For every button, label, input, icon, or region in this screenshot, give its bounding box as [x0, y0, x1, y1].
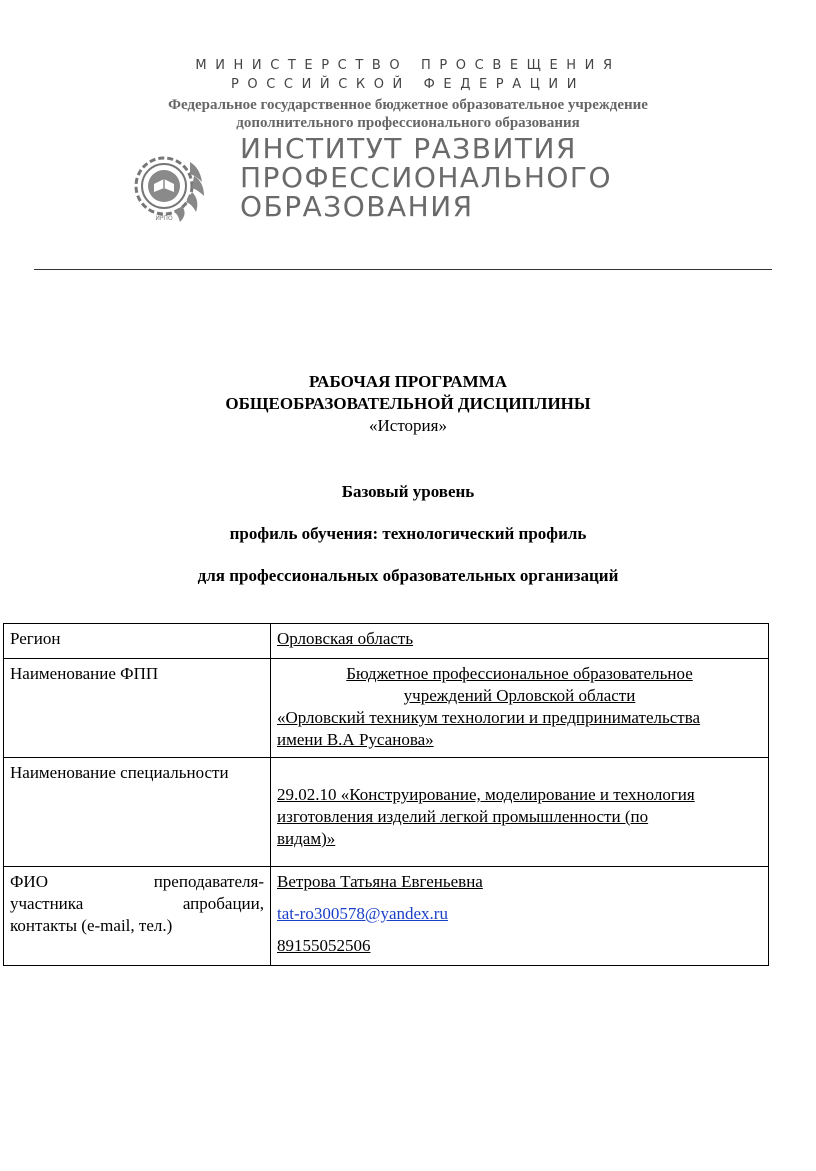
info-table — [3, 623, 769, 966]
region-value: Орловская область — [271, 624, 769, 659]
ministry-line2: РОССИЙСКОЙ ФЕДЕРАЦИИ — [230, 77, 586, 92]
title-line2: ОБЩЕОБРАЗОВАТЕЛЬНОЙ ДИСЦИПЛИНЫ — [225, 394, 591, 413]
institute-line1: ИНСТИТУТ РАЗВИТИЯ — [240, 132, 577, 165]
logo-text: ИРПО — [155, 215, 173, 222]
table-row — [4, 758, 769, 867]
institute-name — [240, 134, 612, 221]
title-line3: «История» — [369, 416, 447, 435]
spec-label: Наименование специальности — [4, 758, 271, 867]
fpp-label: Наименование ФПП — [4, 659, 271, 758]
table-row — [4, 624, 769, 659]
institute-line3: ОБРАЗОВАНИЯ — [240, 190, 474, 223]
institute-logo-icon — [124, 148, 220, 224]
spec-value: 29.02.10 «Конструирование, моделирование и технология изготовления изделий легкой промышленности (по видам)» — [271, 758, 769, 867]
ministry-line1: МИНИСТЕРСТВО ПРОСВЕЩЕНИЯ — [195, 58, 621, 73]
table-row — [4, 867, 769, 966]
profile-text: профиль обучения: технологический профиль — [229, 524, 587, 543]
level-text: Базовый уровень — [341, 482, 475, 501]
header-divider — [34, 269, 772, 270]
title-line1: РАБОЧАЯ ПРОГРАММА — [308, 372, 508, 391]
fio-value — [271, 867, 769, 966]
fpp-value: Бюджетное профессиональное образовательное учреждений Орловской области «Орловский техникум технологии и предпринимательства имени В.А Русанова» — [271, 659, 769, 758]
ministry-header — [0, 56, 816, 94]
region-label: Регион — [4, 624, 271, 659]
teacher-name: Ветрова Татьяна Евгеньевна — [277, 872, 483, 891]
table-row — [4, 659, 769, 758]
orgs-text: для профессиональных образовательных организаций — [197, 566, 619, 585]
fgbou-line1: Федеральное государственное бюджетное образовательное учреждение — [168, 97, 648, 113]
phone-number: 89155052506 — [277, 936, 371, 955]
institute-line2: ПРОФЕССИОНАЛЬНОГО — [240, 161, 613, 194]
fgbou-line2: дополнительного профессионального образования — [236, 115, 580, 131]
institution-type — [0, 96, 816, 132]
email-link[interactable]: tat-ro300578@yandex.ru — [277, 904, 448, 923]
fio-label: ФИО преподавателя- участника апробации, контакты (e-mail, тел.) — [4, 867, 271, 966]
document-title — [0, 371, 816, 437]
